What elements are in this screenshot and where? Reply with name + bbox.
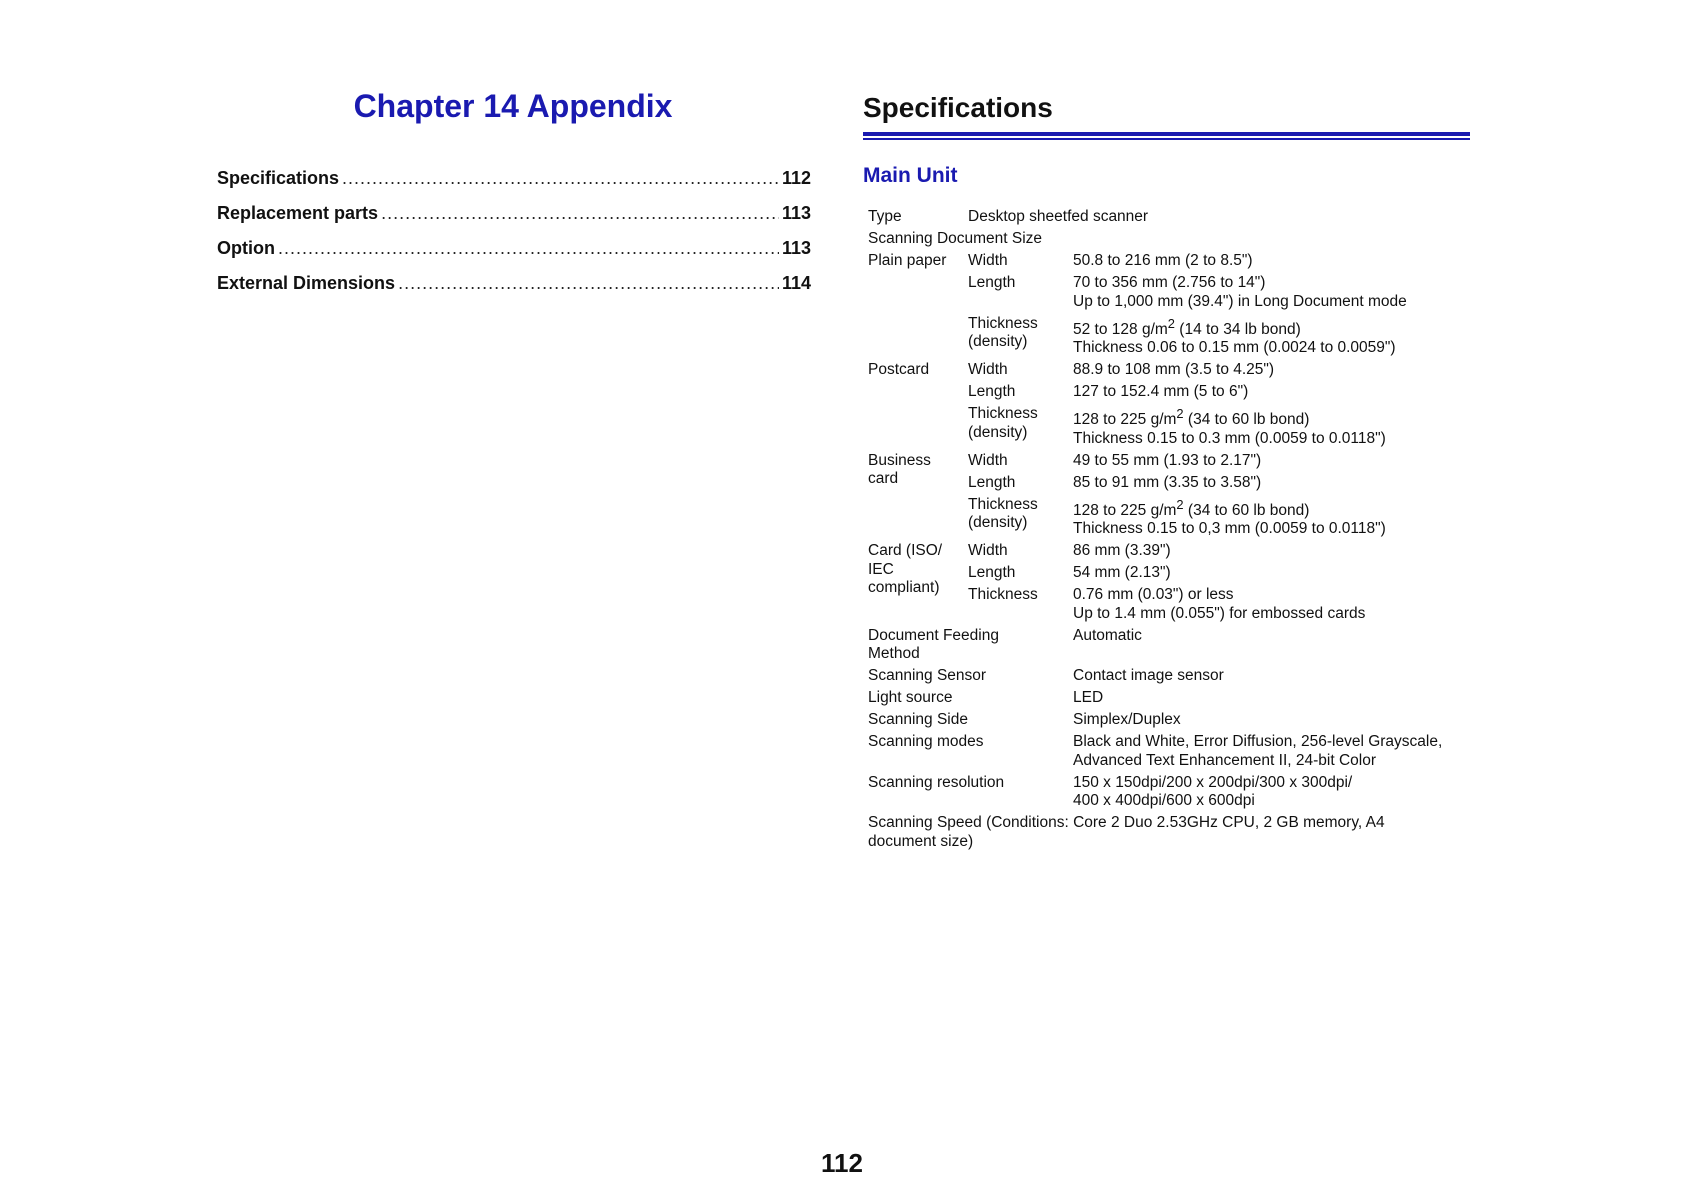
spec-label-line: compliant) xyxy=(868,579,940,597)
toc-entry-option[interactable] xyxy=(217,238,811,273)
spec-sublabel xyxy=(966,315,1071,362)
spec-sublabel: Length xyxy=(968,383,1016,401)
toc-entry-page: 112 xyxy=(781,168,811,188)
spec-value-line xyxy=(1073,405,1470,430)
spec-value xyxy=(1071,733,1470,774)
spec-sublabel: Width xyxy=(968,451,1008,469)
spec-value: 85 to 91 mm (3.35 to 3.58") xyxy=(1073,473,1262,491)
spec-value xyxy=(1071,274,1470,315)
spec-row-doc-size xyxy=(866,230,1470,252)
spec-row-feeding xyxy=(866,627,1470,668)
spec-value: Desktop sheetfed scanner xyxy=(968,208,1149,225)
toc-entry-label: External Dimensions xyxy=(217,273,396,293)
spec-value-text: 52 to 128 g/m xyxy=(1073,320,1168,338)
spec-value: 86 mm (3.39") xyxy=(1073,542,1171,560)
table-of-contents xyxy=(217,168,811,308)
spec-label: Scanning Sensor xyxy=(868,667,987,685)
spec-value-line: Thickness 0.15 to 0.3 mm (0.0059 to 0.0118") xyxy=(1073,429,1386,447)
superscript: 2 xyxy=(1176,496,1184,512)
spec-sublabel: Width xyxy=(968,252,1008,269)
spec-sublabel xyxy=(966,496,1071,543)
spec-value-line: 400 x 400dpi/600 x 600dpi xyxy=(1073,792,1255,810)
spec-value: Simplex/Duplex xyxy=(1073,711,1181,729)
toc-entry-replacement-parts[interactable] xyxy=(217,203,811,238)
spec-value-line: Up to 1.4 mm (0.055") for embossed cards xyxy=(1073,604,1366,622)
spec-row-resolution xyxy=(866,774,1470,815)
spec-value-line xyxy=(1073,496,1470,521)
page-number: 112 xyxy=(821,1148,863,1178)
spec-sublabel: Width xyxy=(968,361,1008,379)
spec-row-side xyxy=(866,711,1470,733)
spec-label-line: card xyxy=(868,470,899,488)
spec-group-label xyxy=(866,542,966,627)
spec-label: Scanning resolution xyxy=(868,773,1005,791)
spec-label: Scanning Document Size xyxy=(868,230,1043,247)
spec-sublabel-line: (density) xyxy=(968,423,1028,441)
spec-sublabel-line: Thickness xyxy=(968,314,1038,332)
toc-entry-external-dimensions[interactable] xyxy=(217,273,811,308)
spec-sublabel: Length xyxy=(968,564,1016,582)
spec-label-line: IEC xyxy=(868,560,894,578)
spec-label-line: Method xyxy=(868,645,920,663)
spec-label xyxy=(866,814,1470,855)
spec-row-type xyxy=(866,208,1470,230)
spec-value-text: (14 to 34 lb bond) xyxy=(1174,320,1301,338)
spec-value-text: (34 to 60 lb bond) xyxy=(1183,501,1310,519)
toc-dot-leader xyxy=(278,238,779,259)
spec-value-line: Advanced Text Enhancement II, 24-bit Color xyxy=(1073,751,1376,769)
spec-value xyxy=(1071,586,1470,627)
spec-value-text: 128 to 225 g/m xyxy=(1073,501,1177,519)
toc-dot-leader xyxy=(381,203,779,224)
chapter-title: Chapter 14 Appendix xyxy=(353,88,673,124)
spec-row-plain-width xyxy=(866,252,1470,274)
spec-value-line: 0.76 mm (0.03") or less xyxy=(1073,586,1234,604)
spec-value-line: 70 to 356 mm (2.756 to 14") xyxy=(1073,274,1266,291)
spec-label: Scanning Side xyxy=(868,711,968,729)
spec-sublabel: Width xyxy=(968,542,1008,560)
spec-value xyxy=(1071,774,1470,815)
title-rule-thick xyxy=(863,132,1470,136)
spec-sublabel-line: (density) xyxy=(968,514,1028,532)
spec-value xyxy=(1071,315,1470,362)
spec-table xyxy=(866,208,1470,855)
spec-sublabel-line: Thickness xyxy=(968,495,1038,513)
spec-row-postcard-thickness xyxy=(866,405,1470,452)
spec-value-line: Up to 1,000 mm (39.4") in Long Document mode xyxy=(1073,292,1407,310)
spec-sublabel: Thickness xyxy=(968,586,1038,604)
section-title: Specifications xyxy=(863,92,1053,123)
spec-sublabel-line: Thickness xyxy=(968,405,1038,423)
title-rule-thin xyxy=(863,138,1470,140)
spec-value: 88.9 to 108 mm (3.5 to 4.25") xyxy=(1073,361,1275,379)
superscript: 2 xyxy=(1176,406,1184,422)
spec-value: 54 mm (2.13") xyxy=(1073,564,1171,582)
spec-row-light xyxy=(866,689,1470,711)
spec-label-line: Document Feeding xyxy=(868,626,999,644)
spec-group-label: Postcard xyxy=(868,361,930,379)
spec-sublabel-line: (density) xyxy=(968,333,1028,350)
toc-entry-specifications[interactable] xyxy=(217,168,811,203)
spec-row-postcard-length xyxy=(866,383,1470,405)
subsection-title: Main Unit xyxy=(863,164,958,187)
spec-value: 49 to 55 mm (1.93 to 2.17") xyxy=(1073,451,1262,469)
spec-value-line: Thickness 0.15 to 0,3 mm (0.0059 to 0.0118") xyxy=(1073,520,1386,538)
spec-value-line: 150 x 150dpi/200 x 200dpi/300 x 300dpi/ xyxy=(1073,773,1353,791)
spec-label: Scanning modes xyxy=(868,733,984,751)
spec-sublabel xyxy=(966,405,1071,452)
spec-row-postcard-width xyxy=(866,361,1470,383)
spec-value: 127 to 152.4 mm (5 to 6") xyxy=(1073,383,1249,401)
spec-row-plain-thickness xyxy=(866,315,1470,362)
spec-sublabel: Length xyxy=(968,473,1016,491)
spec-value xyxy=(1071,496,1470,543)
spec-value-line: Thickness 0.06 to 0.15 mm (0.0024 to 0.0059") xyxy=(1073,339,1396,357)
spec-label-line: document size) xyxy=(868,832,974,850)
spec-value: LED xyxy=(1073,689,1104,707)
spec-row-business-width xyxy=(866,452,1470,474)
spec-label xyxy=(866,627,1071,668)
superscript: 2 xyxy=(1167,315,1175,331)
spec-label-line: Scanning Speed (Conditions: Core 2 Duo 2.53GHz CPU, 2 GB memory, A4 xyxy=(868,814,1385,832)
spec-value xyxy=(1071,405,1470,452)
spec-row-modes xyxy=(866,733,1470,774)
spec-label: Type xyxy=(868,208,902,225)
spec-group-label xyxy=(866,452,966,543)
toc-entry-page: 113 xyxy=(781,203,811,223)
spec-sublabel: Length xyxy=(968,274,1016,291)
toc-entry-label: Specifications xyxy=(217,168,340,188)
spec-value-text: 128 to 225 g/m xyxy=(1073,411,1177,429)
spec-value-line: Black and White, Error Diffusion, 256-level Grayscale, xyxy=(1073,733,1443,751)
spec-row-sensor xyxy=(866,667,1470,689)
spec-row-speed xyxy=(866,814,1470,855)
spec-value: Automatic xyxy=(1073,626,1142,644)
spec-label: Light source xyxy=(868,689,953,707)
toc-dot-leader xyxy=(398,273,779,294)
spec-value-line xyxy=(1073,315,1470,340)
spec-group-label: Plain paper xyxy=(868,252,947,269)
spec-row-plain-length xyxy=(866,274,1470,315)
spec-value: Contact image sensor xyxy=(1073,667,1224,685)
spec-label-line: Card (ISO/ xyxy=(868,542,943,560)
spec-row-iso-width xyxy=(866,542,1470,564)
spec-value-text: (34 to 60 lb bond) xyxy=(1183,411,1310,429)
spec-label-line: Business xyxy=(868,451,931,469)
toc-dot-leader xyxy=(342,168,779,189)
toc-entry-page: 114 xyxy=(781,273,811,293)
toc-entry-page: 113 xyxy=(781,238,811,258)
toc-entry-label: Option xyxy=(217,238,275,258)
spec-value: 50.8 to 216 mm (2 to 8.5") xyxy=(1073,252,1253,269)
toc-entry-label: Replacement parts xyxy=(217,203,379,223)
